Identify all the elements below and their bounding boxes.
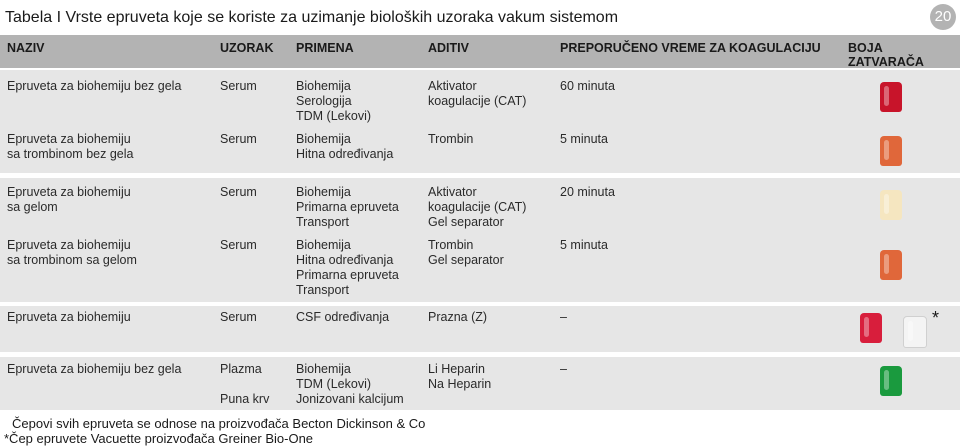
footnote-mark: * (932, 308, 940, 328)
footnote-2: *Čep epruvete Vacuette proizvođača Greiner Bio-One (4, 431, 314, 446)
cell-naziv: Epruveta za biohemiju bez gela (7, 79, 182, 93)
cell-primena: Biohemija Hitna određivanja (296, 132, 394, 161)
cell-naziv: Epruveta za biohemiju sa trombinom bez gela (7, 132, 134, 161)
header-boja: BOJA ZATVARAČA (848, 41, 924, 69)
cell-primena: Biohemija Hitna određivanja Primarna epruveta Transport (296, 238, 399, 297)
cell-uzorak: Plazma Puna krv (220, 362, 270, 406)
table-header (0, 35, 960, 68)
cell-naziv: Epruveta za biohemiju sa trombinom sa gelom (7, 238, 137, 267)
cell-vreme: 5 minuta (560, 132, 608, 146)
cell-vreme: – (560, 362, 567, 376)
cap-icon (903, 316, 927, 348)
cell-uzorak: Serum (220, 310, 257, 324)
cap-icon (880, 82, 902, 112)
header-uzorak: UZORAK (220, 41, 274, 55)
cell-uzorak: Serum (220, 79, 257, 93)
cell-primena: Biohemija Primarna epruveta Transport (296, 185, 399, 229)
cap-icon (880, 250, 902, 280)
cell-aditiv: Li Heparin Na Heparin (428, 362, 492, 391)
table-title: Tabela I Vrste epruveta koje se koriste za uzimanje bioloških uzoraka vakum sistemom (5, 9, 619, 26)
cell-naziv: Epruveta za biohemiju (7, 310, 131, 324)
cap-icon (860, 313, 882, 343)
cell-primena: CSF određivanja (296, 310, 390, 324)
cell-naziv: Epruveta za biohemiju sa gelom (7, 185, 131, 214)
footnote-1: Čepovi svih epruveta se odnose na proizvođača Becton Dickinson & Co (12, 416, 426, 431)
cap-icon (880, 366, 902, 396)
header-aditiv: ADITIV (428, 41, 469, 55)
cell-aditiv: Aktivator koagulacije (CAT) (428, 79, 527, 108)
header-naziv: NAZIV (7, 41, 45, 55)
cell-naziv: Epruveta za biohemiju bez gela (7, 362, 182, 376)
cell-vreme: 60 minuta (560, 79, 615, 93)
cell-primena: Biohemija Serologija TDM (Lekovi) (296, 79, 372, 123)
cell-uzorak: Serum (220, 238, 257, 252)
cell-primena: Biohemija TDM (Lekovi) Jonizovani kalcijum (296, 362, 404, 406)
cell-vreme: 20 minuta (560, 185, 615, 199)
cell-vreme: 5 minuta (560, 238, 608, 252)
cell-uzorak: Serum (220, 132, 257, 146)
cap-icon (880, 136, 902, 166)
cell-aditiv: Trombin Gel separator (428, 238, 504, 267)
header-primena: PRIMENA (296, 41, 354, 55)
cell-vreme: – (560, 310, 567, 324)
cell-aditiv: Trombin (428, 132, 474, 146)
cap-icon (880, 190, 902, 220)
cell-aditiv: Aktivator koagulacije (CAT) Gel separator (428, 185, 527, 229)
cell-aditiv: Prazna (Z) (428, 310, 488, 324)
cell-uzorak: Serum (220, 185, 257, 199)
page-number-badge: 20 (930, 4, 956, 30)
header-vreme: PREPORUČENO VREME ZA KOAGULACIJU (560, 41, 821, 55)
